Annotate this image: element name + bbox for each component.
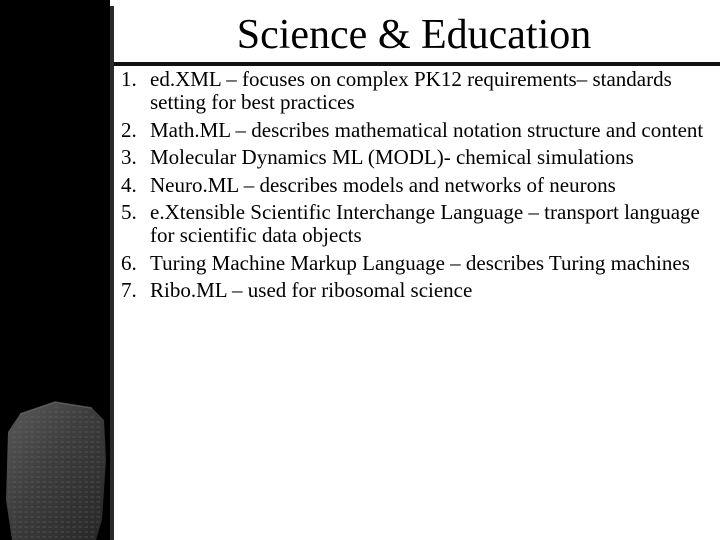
rosetta-stone-image [0, 0, 110, 540]
list-item [121, 119, 713, 142]
list-item [121, 174, 713, 197]
list-item-number: 1. [121, 67, 137, 91]
list-item [121, 252, 713, 275]
list-item-number: 5. [121, 200, 137, 225]
list-item-number: 7. [121, 278, 137, 303]
list-item-text: Math.ML – describes mathematical notation structure and content [150, 117, 704, 142]
list-item-text: Molecular Dynamics ML (MODL)- chemical simulations [150, 145, 634, 170]
list-item-text: Neuro.ML – describes models and networks of neurons [150, 172, 616, 197]
topic-list [121, 68, 713, 307]
list-item-text: Turing Machine Markup Language – describes Turing machines [150, 250, 690, 275]
list-item [121, 279, 713, 302]
list-item-number: 4. [121, 172, 137, 197]
list-item-text: ed.XML – focuses on complex PK12 requirements– standards setting for best practices [150, 67, 672, 115]
left-decorative-strip [0, 0, 110, 540]
vertical-divider [110, 6, 114, 540]
slide-title: Science & Education [236, 12, 592, 58]
list-item [121, 201, 713, 248]
list-item-text: e.Xtensible Scientific Interchange Language – transport language for scientific data objects [150, 200, 700, 248]
list-item-text: Ribo.ML – used for ribosomal science [150, 278, 473, 303]
list-item-number: 3. [121, 145, 137, 170]
title-underline-rule [114, 62, 720, 66]
list-item-number: 2. [121, 117, 137, 142]
list-item [121, 68, 713, 115]
list-item-number: 6. [121, 250, 137, 275]
list-item [121, 146, 713, 169]
